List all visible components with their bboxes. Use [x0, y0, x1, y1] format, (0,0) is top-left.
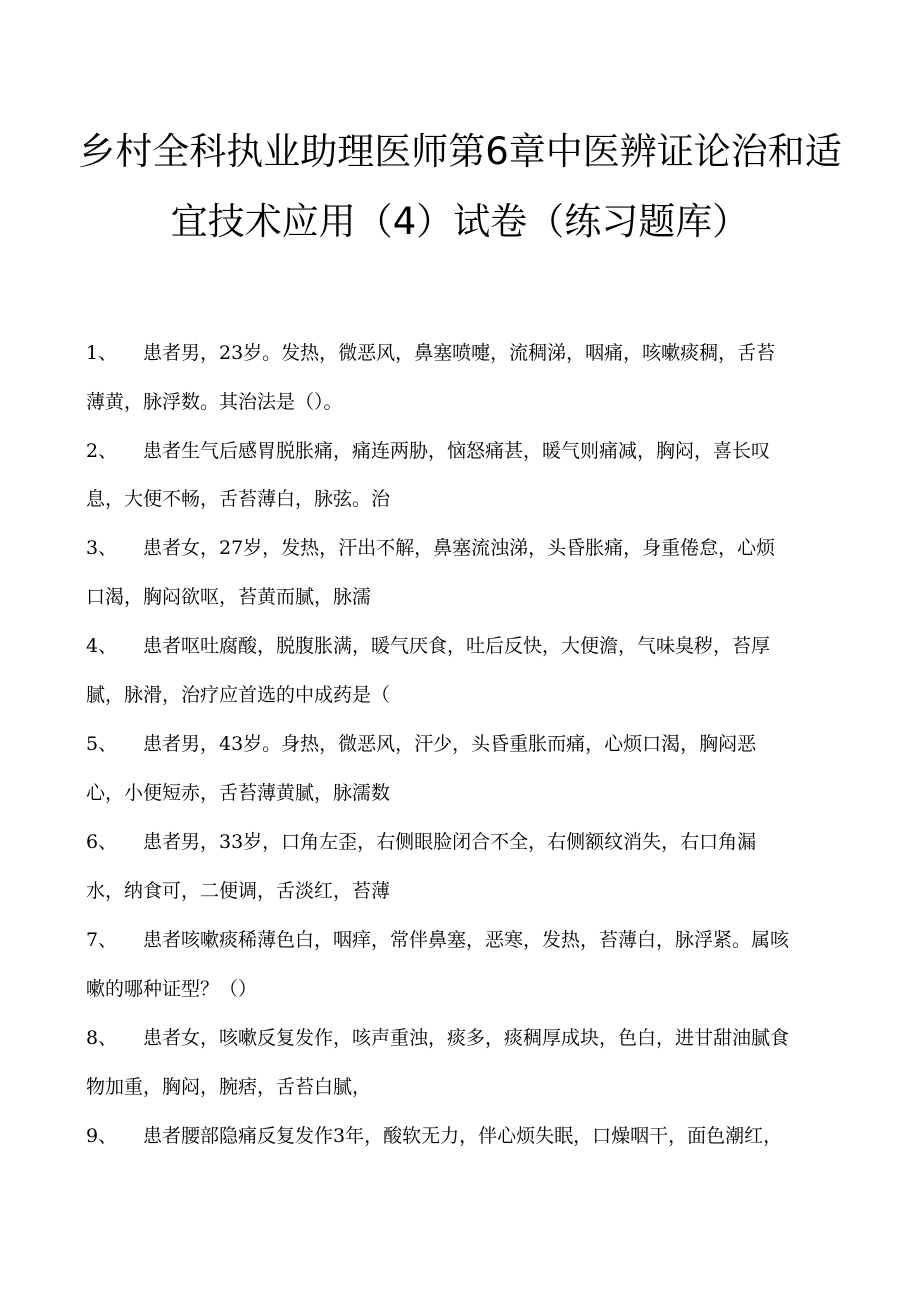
question-7-continuation: 嗽的哪种证型？（）	[86, 978, 258, 1000]
question-number: 2、	[86, 440, 118, 462]
question-number: 9、	[86, 1125, 118, 1147]
question-number: 7、	[86, 929, 118, 951]
question-text: 患者腰部隐痛反复发作3年，酸软无力，伴心烦失眠，口燥咽干，面色潮红，	[143, 1125, 783, 1147]
question-9	[86, 1127, 836, 1146]
question-3	[86, 539, 836, 558]
question-text: 患者女，27岁，发热，汗出不解，鼻塞流浊涕，头昏胀痛，身重倦怠，心烦	[143, 537, 776, 559]
question-number: 3、	[86, 537, 118, 559]
question-8	[86, 1029, 836, 1048]
question-4	[86, 637, 836, 656]
question-6-continuation: 水，纳食可，二便调，舌淡红，苔薄	[86, 880, 391, 902]
question-2	[86, 442, 836, 461]
question-8-continuation: 物加重，胸闷，腕痞，舌苔白腻，	[86, 1076, 372, 1098]
question-5-continuation: 心，小便短赤，舌苔薄黄腻，脉濡数	[86, 782, 391, 804]
question-3-continuation: 口渴，胸闷欲呕，苔黄而腻，脉濡	[86, 586, 372, 608]
question-4-continuation: 腻，脉滑，治疗应首选的中成药是（	[86, 684, 391, 706]
question-1	[86, 344, 836, 363]
question-number: 6、	[86, 831, 118, 853]
document-title-line-1: 乡村全科执业助理医师第6章中医辨证论治和适	[78, 130, 842, 173]
question-1-continuation: 薄黄，脉浮数。其治法是（）。	[86, 391, 343, 413]
question-text: 患者呕吐腐酸，脱腹胀满，暖气厌食，吐后反快，大便澹，气味臭秽，苔厚	[143, 635, 771, 657]
question-2-continuation: 息，大便不畅，舌苔薄白，脉弦。治	[86, 488, 391, 510]
question-6	[86, 833, 836, 852]
question-text: 患者女，咳嗽反复发作，咳声重浊，痰多，痰稠厚成块，色白，进甘甜油腻食	[143, 1027, 790, 1049]
question-text: 患者男，23岁。发热，微恶风，鼻塞喷嚏，流稠涕，咽痛，咳嗽痰稠，舌苔	[143, 342, 776, 364]
question-number: 1、	[86, 342, 118, 364]
question-7	[86, 931, 836, 950]
question-5	[86, 735, 836, 754]
document-title-line-2: 宜技术应用（4）试卷（练习题库）	[170, 200, 750, 243]
question-text: 患者男，43岁。身热，微恶风，汗少，头昏重胀而痛，心烦口渴，胸闷恶	[143, 733, 757, 755]
question-text: 患者咳嗽痰稀薄色白，咽痒，常伴鼻塞，恶寒，发热，苔薄白，脉浮紧。属咳	[143, 929, 790, 951]
question-text: 患者生气后感胃脱胀痛，痛连两胁，恼怒痛甚，暖气则痛减，胸闷，喜长叹	[143, 440, 771, 462]
question-number: 5、	[86, 733, 118, 755]
question-text: 患者男，33岁，口角左歪，右侧眼脸闭合不全，右侧额纹消失，右口角漏	[143, 831, 757, 853]
question-number: 4、	[86, 635, 118, 657]
question-number: 8、	[86, 1027, 118, 1049]
